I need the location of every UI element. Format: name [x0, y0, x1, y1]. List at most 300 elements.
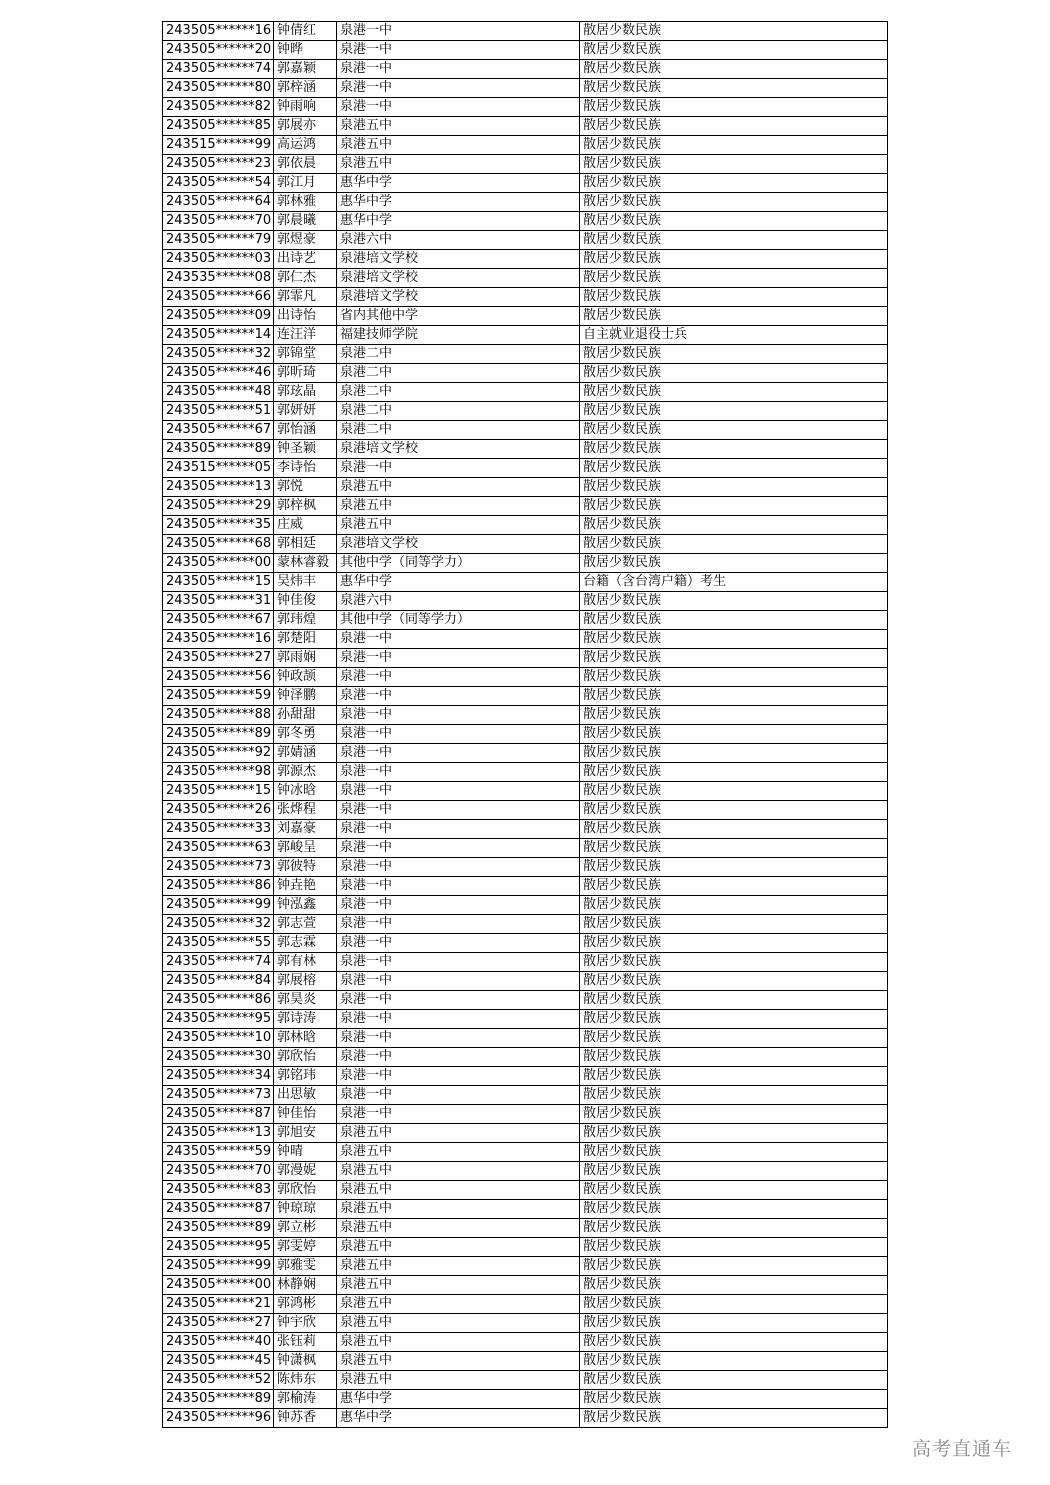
- table-row: [163, 573, 888, 592]
- name-cell: 郭欣怡: [274, 1181, 337, 1200]
- table-row: [163, 326, 888, 345]
- candidate-table: [162, 21, 888, 1428]
- category-cell: 散居少数民族: [580, 839, 888, 858]
- category-cell: 散居少数民族: [580, 60, 888, 79]
- name-cell: 郭彼特: [274, 858, 337, 877]
- school-cell: 泉港五中: [337, 1333, 580, 1352]
- school-cell: 泉港一中: [337, 649, 580, 668]
- category-cell: 散居少数民族: [580, 611, 888, 630]
- candidate-id-cell: 243505******88: [163, 706, 274, 725]
- table-row: [163, 839, 888, 858]
- school-cell: 泉港五中: [337, 1371, 580, 1390]
- school-cell: 泉港培文学校: [337, 440, 580, 459]
- candidate-id-cell: 243505******89: [163, 1219, 274, 1238]
- table-row: [163, 440, 888, 459]
- name-cell: 郭欣怡: [274, 1048, 337, 1067]
- name-cell: 郭冬勇: [274, 725, 337, 744]
- name-cell: 钟泽鹏: [274, 687, 337, 706]
- category-cell: 散居少数民族: [580, 269, 888, 288]
- name-cell: 钟潇枫: [274, 1352, 337, 1371]
- candidate-id-cell: 243505******99: [163, 1257, 274, 1276]
- name-cell: 张烨程: [274, 801, 337, 820]
- name-cell: 郭志萱: [274, 915, 337, 934]
- candidate-id-cell: 243505******96: [163, 1409, 274, 1428]
- category-cell: 散居少数民族: [580, 1143, 888, 1162]
- name-cell: 高运鸿: [274, 136, 337, 155]
- name-cell: 郭峻呈: [274, 839, 337, 858]
- category-cell: 散居少数民族: [580, 1181, 888, 1200]
- candidate-id-cell: 243505******70: [163, 212, 274, 231]
- table-row: [163, 934, 888, 953]
- candidate-id-cell: 243505******26: [163, 801, 274, 820]
- school-cell: 泉港一中: [337, 630, 580, 649]
- category-cell: 散居少数民族: [580, 1067, 888, 1086]
- category-cell: 散居少数民族: [580, 858, 888, 877]
- category-cell: 散居少数民族: [580, 174, 888, 193]
- school-cell: 泉港五中: [337, 1257, 580, 1276]
- candidate-id-cell: 243515******99: [163, 136, 274, 155]
- school-cell: 惠华中学: [337, 1409, 580, 1428]
- school-cell: 泉港一中: [337, 1086, 580, 1105]
- candidate-id-cell: 243505******46: [163, 364, 274, 383]
- category-cell: 散居少数民族: [580, 1276, 888, 1295]
- table-row: [163, 174, 888, 193]
- category-cell: 散居少数民族: [580, 402, 888, 421]
- school-cell: 泉港一中: [337, 1105, 580, 1124]
- category-cell: 散居少数民族: [580, 1105, 888, 1124]
- name-cell: 郭依晨: [274, 155, 337, 174]
- candidate-id-cell: 243505******31: [163, 592, 274, 611]
- school-cell: 泉港一中: [337, 934, 580, 953]
- category-cell: 散居少数民族: [580, 1010, 888, 1029]
- category-cell: 散居少数民族: [580, 896, 888, 915]
- candidate-id-cell: 243505******85: [163, 117, 274, 136]
- school-cell: 惠华中学: [337, 174, 580, 193]
- candidate-id-cell: 243505******13: [163, 478, 274, 497]
- table-row: [163, 953, 888, 972]
- school-cell: 其他中学（同等学力）: [337, 554, 580, 573]
- table-row: [163, 611, 888, 630]
- category-cell: 散居少数民族: [580, 782, 888, 801]
- school-cell: 泉港培文学校: [337, 269, 580, 288]
- candidate-id-cell: 243505******00: [163, 554, 274, 573]
- table-row: [163, 1048, 888, 1067]
- school-cell: 泉港五中: [337, 1124, 580, 1143]
- category-cell: 散居少数民族: [580, 193, 888, 212]
- category-cell: 散居少数民族: [580, 801, 888, 820]
- candidate-id-cell: 243505******30: [163, 1048, 274, 1067]
- name-cell: 庄威: [274, 516, 337, 535]
- school-cell: 泉港一中: [337, 1029, 580, 1048]
- candidate-id-cell: 243505******32: [163, 345, 274, 364]
- table-row: [163, 915, 888, 934]
- candidate-id-cell: 243505******45: [163, 1352, 274, 1371]
- candidate-id-cell: 243505******21: [163, 1295, 274, 1314]
- table-row: [163, 1200, 888, 1219]
- table-row: [163, 1029, 888, 1048]
- name-cell: 郭诗涛: [274, 1010, 337, 1029]
- name-cell: 郭妍妍: [274, 402, 337, 421]
- name-cell: 郭梓枫: [274, 497, 337, 516]
- candidate-id-cell: 243505******13: [163, 1124, 274, 1143]
- name-cell: 郭嘉颖: [274, 60, 337, 79]
- table-row: [163, 155, 888, 174]
- candidate-id-cell: 243505******59: [163, 687, 274, 706]
- name-cell: 郭相廷: [274, 535, 337, 554]
- table-row: [163, 307, 888, 326]
- candidate-id-cell: 243505******95: [163, 1010, 274, 1029]
- category-cell: 散居少数民族: [580, 725, 888, 744]
- category-cell: 散居少数民族: [580, 1333, 888, 1352]
- category-cell: 散居少数民族: [580, 440, 888, 459]
- table-row: [163, 858, 888, 877]
- table-row: [163, 250, 888, 269]
- school-cell: 泉港五中: [337, 1276, 580, 1295]
- category-cell: 散居少数民族: [580, 1409, 888, 1428]
- name-cell: 郭展亦: [274, 117, 337, 136]
- name-cell: 郭林晗: [274, 1029, 337, 1048]
- table-row: [163, 516, 888, 535]
- table-row: [163, 630, 888, 649]
- name-cell: 郭雯婷: [274, 1238, 337, 1257]
- name-cell: 出诗怡: [274, 307, 337, 326]
- name-cell: 郭晨曦: [274, 212, 337, 231]
- candidate-id-cell: 243505******66: [163, 288, 274, 307]
- category-cell: 散居少数民族: [580, 592, 888, 611]
- candidate-id-cell: 243505******87: [163, 1200, 274, 1219]
- name-cell: 郭楚阳: [274, 630, 337, 649]
- candidate-id-cell: 243505******70: [163, 1162, 274, 1181]
- category-cell: 散居少数民族: [580, 1162, 888, 1181]
- name-cell: 钟宇欣: [274, 1314, 337, 1333]
- category-cell: 散居少数民族: [580, 516, 888, 535]
- table-row: [163, 1333, 888, 1352]
- candidate-id-cell: 243505******89: [163, 725, 274, 744]
- category-cell: 散居少数民族: [580, 972, 888, 991]
- table-row: [163, 60, 888, 79]
- table-row: [163, 1409, 888, 1428]
- table-row: [163, 687, 888, 706]
- name-cell: 吴炜丰: [274, 573, 337, 592]
- table-row: [163, 345, 888, 364]
- name-cell: 郭志霖: [274, 934, 337, 953]
- table-row: [163, 1371, 888, 1390]
- category-cell: 散居少数民族: [580, 915, 888, 934]
- candidate-id-cell: 243505******20: [163, 41, 274, 60]
- name-cell: 郭旭安: [274, 1124, 337, 1143]
- school-cell: 泉港五中: [337, 1162, 580, 1181]
- category-cell: 散居少数民族: [580, 877, 888, 896]
- table-row: [163, 193, 888, 212]
- school-cell: 福建技师学院: [337, 326, 580, 345]
- candidate-id-cell: 243505******54: [163, 174, 274, 193]
- school-cell: 泉港培文学校: [337, 535, 580, 554]
- category-cell: 散居少数民族: [580, 231, 888, 250]
- watermark-text: 高考直通车: [912, 1438, 1013, 1460]
- candidate-id-cell: 243505******48: [163, 383, 274, 402]
- candidate-id-cell: 243505******51: [163, 402, 274, 421]
- school-cell: 泉港二中: [337, 383, 580, 402]
- candidate-id-cell: 243505******89: [163, 440, 274, 459]
- name-cell: 钟琼琼: [274, 1200, 337, 1219]
- category-cell: 散居少数民族: [580, 383, 888, 402]
- category-cell: 散居少数民族: [580, 763, 888, 782]
- category-cell: 散居少数民族: [580, 1314, 888, 1333]
- school-cell: 泉港六中: [337, 592, 580, 611]
- candidate-id-cell: 243505******67: [163, 421, 274, 440]
- name-cell: 郭玮煌: [274, 611, 337, 630]
- school-cell: 泉港五中: [337, 117, 580, 136]
- table-row: [163, 1295, 888, 1314]
- candidate-id-cell: 243505******52: [163, 1371, 274, 1390]
- table-row: [163, 1010, 888, 1029]
- candidate-id-cell: 243505******16: [163, 630, 274, 649]
- table-row: [163, 98, 888, 117]
- school-cell: 泉港一中: [337, 991, 580, 1010]
- name-cell: 郭玹晶: [274, 383, 337, 402]
- table-row: [163, 1067, 888, 1086]
- category-cell: 散居少数民族: [580, 1124, 888, 1143]
- table-row: [163, 478, 888, 497]
- name-cell: 出诗艺: [274, 250, 337, 269]
- table-row: [163, 649, 888, 668]
- school-cell: 其他中学（同等学力）: [337, 611, 580, 630]
- category-cell: 散居少数民族: [580, 136, 888, 155]
- name-cell: 郭昊炎: [274, 991, 337, 1010]
- school-cell: 泉港一中: [337, 953, 580, 972]
- category-cell: 散居少数民族: [580, 459, 888, 478]
- category-cell: 散居少数民族: [580, 79, 888, 98]
- name-cell: 连汪洋: [274, 326, 337, 345]
- school-cell: 泉港五中: [337, 1314, 580, 1333]
- candidate-id-cell: 243505******27: [163, 649, 274, 668]
- school-cell: 泉港一中: [337, 896, 580, 915]
- candidate-id-cell: 243505******63: [163, 839, 274, 858]
- school-cell: 泉港一中: [337, 972, 580, 991]
- school-cell: 泉港一中: [337, 41, 580, 60]
- category-cell: 散居少数民族: [580, 1371, 888, 1390]
- school-cell: 惠华中学: [337, 573, 580, 592]
- category-cell: 散居少数民族: [580, 288, 888, 307]
- school-cell: 泉港一中: [337, 1048, 580, 1067]
- table-row: [163, 269, 888, 288]
- name-cell: 蒙林睿毅: [274, 554, 337, 573]
- name-cell: 孙甜甜: [274, 706, 337, 725]
- school-cell: 泉港一中: [337, 60, 580, 79]
- name-cell: 郭铭玮: [274, 1067, 337, 1086]
- name-cell: 郭林雅: [274, 193, 337, 212]
- table-row: [163, 763, 888, 782]
- candidate-id-cell: 243505******15: [163, 573, 274, 592]
- category-cell: 散居少数民族: [580, 22, 888, 41]
- table-row: [163, 592, 888, 611]
- candidate-id-cell: 243505******73: [163, 1086, 274, 1105]
- table-row: [163, 972, 888, 991]
- table-row: [163, 41, 888, 60]
- name-cell: 钟晔: [274, 41, 337, 60]
- table-row: [163, 231, 888, 250]
- candidate-id-cell: 243505******59: [163, 1143, 274, 1162]
- candidate-id-cell: 243505******55: [163, 934, 274, 953]
- name-cell: 郭江月: [274, 174, 337, 193]
- table-row: [163, 497, 888, 516]
- table-row: [163, 535, 888, 554]
- table-row: [163, 1276, 888, 1295]
- name-cell: 钟倩红: [274, 22, 337, 41]
- category-cell: 散居少数民族: [580, 706, 888, 725]
- candidate-id-cell: 243505******79: [163, 231, 274, 250]
- category-cell: 散居少数民族: [580, 1048, 888, 1067]
- school-cell: 泉港五中: [337, 497, 580, 516]
- table-row: [163, 383, 888, 402]
- candidate-id-cell: 243505******86: [163, 877, 274, 896]
- table-row: [163, 421, 888, 440]
- candidate-id-cell: 243505******92: [163, 744, 274, 763]
- candidate-id-cell: 243505******67: [163, 611, 274, 630]
- name-cell: 郭立彬: [274, 1219, 337, 1238]
- name-cell: 钟圣颖: [274, 440, 337, 459]
- category-cell: 散居少数民族: [580, 953, 888, 972]
- name-cell: 郭昕琦: [274, 364, 337, 383]
- name-cell: 郭怡涵: [274, 421, 337, 440]
- candidate-id-cell: 243505******32: [163, 915, 274, 934]
- category-cell: 散居少数民族: [580, 41, 888, 60]
- candidate-id-cell: 243505******09: [163, 307, 274, 326]
- category-cell: 散居少数民族: [580, 991, 888, 1010]
- name-cell: 钟政颉: [274, 668, 337, 687]
- school-cell: 泉港一中: [337, 706, 580, 725]
- category-cell: 散居少数民族: [580, 478, 888, 497]
- candidate-id-cell: 243505******35: [163, 516, 274, 535]
- category-cell: 散居少数民族: [580, 687, 888, 706]
- category-cell: 散居少数民族: [580, 155, 888, 174]
- candidate-id-cell: 243505******03: [163, 250, 274, 269]
- category-cell: 散居少数民族: [580, 1200, 888, 1219]
- category-cell: 散居少数民族: [580, 364, 888, 383]
- candidate-id-cell: 243505******64: [163, 193, 274, 212]
- school-cell: 泉港一中: [337, 79, 580, 98]
- table-row: [163, 1238, 888, 1257]
- table-row: [163, 1124, 888, 1143]
- category-cell: 散居少数民族: [580, 421, 888, 440]
- school-cell: 泉港一中: [337, 668, 580, 687]
- candidate-table-body: [163, 22, 888, 1428]
- name-cell: 郭雅雯: [274, 1257, 337, 1276]
- category-cell: 散居少数民族: [580, 554, 888, 573]
- category-cell: 散居少数民族: [580, 649, 888, 668]
- table-row: [163, 1105, 888, 1124]
- table-row: [163, 877, 888, 896]
- category-cell: 自主就业退役士兵: [580, 326, 888, 345]
- name-cell: 郭有林: [274, 953, 337, 972]
- table-row: [163, 402, 888, 421]
- school-cell: 泉港一中: [337, 858, 580, 877]
- category-cell: 散居少数民族: [580, 307, 888, 326]
- category-cell: 散居少数民族: [580, 497, 888, 516]
- school-cell: 泉港一中: [337, 687, 580, 706]
- table-row: [163, 459, 888, 478]
- category-cell: 散居少数民族: [580, 1029, 888, 1048]
- candidate-id-cell: 243505******68: [163, 535, 274, 554]
- school-cell: 泉港五中: [337, 1219, 580, 1238]
- table-row: [163, 1257, 888, 1276]
- school-cell: 泉港五中: [337, 478, 580, 497]
- school-cell: 泉港二中: [337, 421, 580, 440]
- category-cell: 散居少数民族: [580, 934, 888, 953]
- school-cell: 惠华中学: [337, 193, 580, 212]
- school-cell: 泉港一中: [337, 1010, 580, 1029]
- candidate-id-cell: 243505******86: [163, 991, 274, 1010]
- school-cell: 泉港一中: [337, 763, 580, 782]
- school-cell: 泉港五中: [337, 1200, 580, 1219]
- candidate-id-cell: 243505******95: [163, 1238, 274, 1257]
- table-row: [163, 136, 888, 155]
- candidate-id-cell: 243505******23: [163, 155, 274, 174]
- name-cell: 钟佳俊: [274, 592, 337, 611]
- table-row: [163, 288, 888, 307]
- table-row: [163, 991, 888, 1010]
- table-row: [163, 725, 888, 744]
- candidate-id-cell: 243505******83: [163, 1181, 274, 1200]
- school-cell: 泉港一中: [337, 1067, 580, 1086]
- name-cell: 郭漫妮: [274, 1162, 337, 1181]
- school-cell: 惠华中学: [337, 1390, 580, 1409]
- candidate-id-cell: 243505******84: [163, 972, 274, 991]
- table-row: [163, 554, 888, 573]
- table-row: [163, 1143, 888, 1162]
- table-row: [163, 364, 888, 383]
- name-cell: 钟苏香: [274, 1409, 337, 1428]
- school-cell: 泉港一中: [337, 877, 580, 896]
- candidate-id-cell: 243505******34: [163, 1067, 274, 1086]
- name-cell: 郭鸿彬: [274, 1295, 337, 1314]
- category-cell: 散居少数民族: [580, 98, 888, 117]
- school-cell: 泉港五中: [337, 1143, 580, 1162]
- name-cell: 郭梓涵: [274, 79, 337, 98]
- candidate-id-cell: 243505******29: [163, 497, 274, 516]
- candidate-id-cell: 243505******73: [163, 858, 274, 877]
- table-row: [163, 212, 888, 231]
- name-cell: 郭展榕: [274, 972, 337, 991]
- name-cell: 刘嘉豪: [274, 820, 337, 839]
- candidate-id-cell: 243505******33: [163, 820, 274, 839]
- candidate-id-cell: 243535******08: [163, 269, 274, 288]
- school-cell: 泉港五中: [337, 136, 580, 155]
- name-cell: 钟晴: [274, 1143, 337, 1162]
- school-cell: 泉港二中: [337, 364, 580, 383]
- table-row: [163, 801, 888, 820]
- candidate-id-cell: 243505******14: [163, 326, 274, 345]
- table-row: [163, 1086, 888, 1105]
- table-row: [163, 896, 888, 915]
- candidate-id-cell: 243505******40: [163, 1333, 274, 1352]
- name-cell: 张钰莉: [274, 1333, 337, 1352]
- name-cell: 郭婧涵: [274, 744, 337, 763]
- candidate-id-cell: 243505******87: [163, 1105, 274, 1124]
- school-cell: 泉港一中: [337, 459, 580, 478]
- table-row: [163, 782, 888, 801]
- name-cell: 陈炜东: [274, 1371, 337, 1390]
- school-cell: 泉港一中: [337, 801, 580, 820]
- name-cell: 郭仁杰: [274, 269, 337, 288]
- table-row: [163, 1390, 888, 1409]
- candidate-id-cell: 243505******74: [163, 60, 274, 79]
- name-cell: 郭煜豪: [274, 231, 337, 250]
- candidate-id-cell: 243505******99: [163, 896, 274, 915]
- candidate-id-cell: 243505******27: [163, 1314, 274, 1333]
- name-cell: 林静娴: [274, 1276, 337, 1295]
- school-cell: 省内其他中学: [337, 307, 580, 326]
